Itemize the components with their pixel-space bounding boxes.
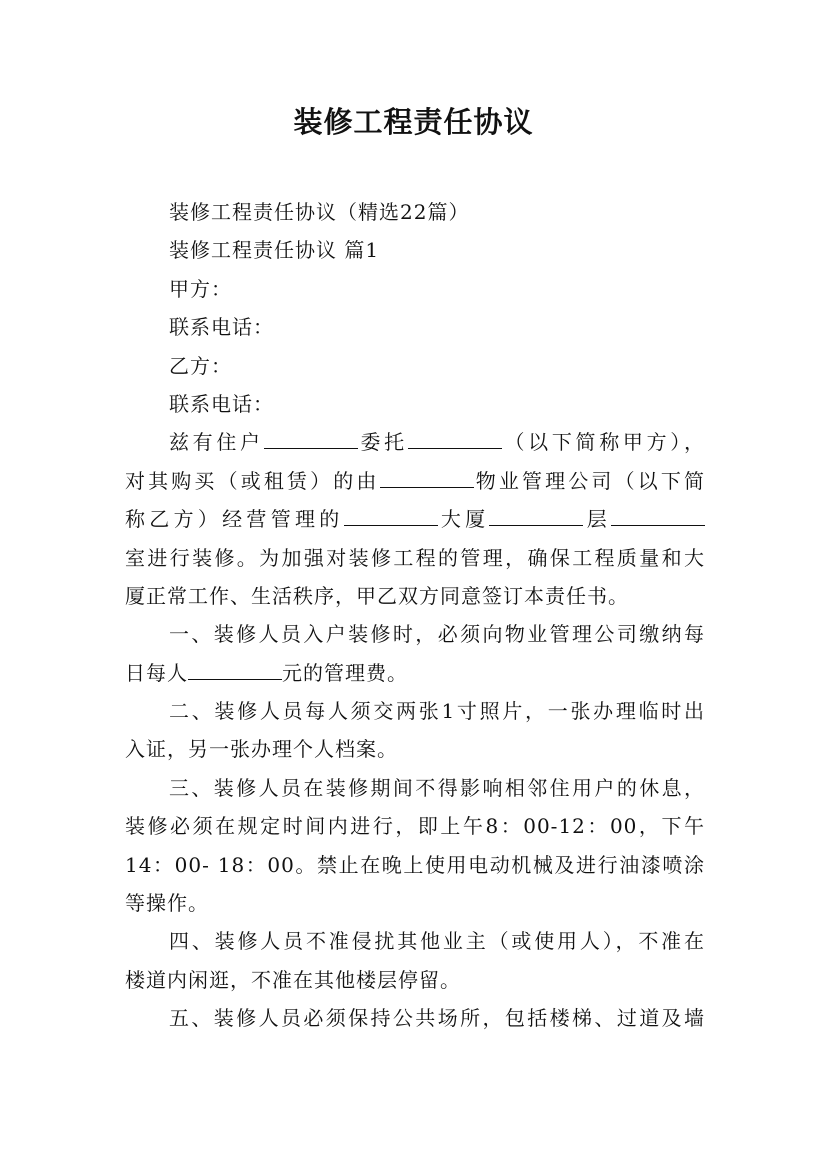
clause-3-line-4: 等操作。 [125, 891, 209, 916]
fill-blank [380, 465, 474, 488]
fill-blank [489, 503, 583, 526]
intro-line-1 [125, 423, 705, 461]
clause-1-line-2 [125, 654, 705, 692]
fill-blank [408, 426, 502, 449]
fill-blank [611, 503, 705, 526]
text-segment: 对其购买（或租赁）的由 [125, 468, 380, 493]
party-a-phone-label: 联系电话： [169, 315, 274, 340]
intro-line-5: 厦正常工作、生活秩序，甲乙双方同意签订本责任书。 [125, 583, 629, 608]
intro-line-2 [125, 462, 705, 500]
text-segment: 委托 [357, 430, 408, 455]
section-heading: 装修工程责任协议 篇1 [169, 238, 380, 263]
clause-2-line-2: 入证，另一张办理个人档案。 [125, 737, 398, 762]
text-segment: 层 [583, 507, 612, 532]
fill-blank [344, 503, 438, 526]
text-segment: 大厦 [437, 507, 490, 532]
text-segment: （以下简称甲方）， [501, 430, 705, 455]
party-b-phone-label: 联系电话： [169, 391, 274, 416]
document-body [125, 193, 705, 1038]
text-segment: 日每人 [125, 660, 188, 685]
party-b-label: 乙方： [169, 353, 232, 378]
intro-line-3 [125, 500, 705, 538]
clause-4-line-1: 四、装修人员不准侵扰其他业主（或使用人），不准在 [169, 929, 705, 954]
clause-1-line-1: 一、装修人员入户装修时，必须向物业管理公司缴纳每 [169, 622, 705, 647]
clause-3-line-1: 三、装修人员在装修期间不得影响相邻住用户的休息， [169, 775, 705, 800]
fill-blank [264, 426, 358, 449]
party-a-label: 甲方： [169, 276, 232, 301]
clause-2-line-1: 二、装修人员每人须交两张1寸照片，一张办理临时出 [169, 699, 705, 724]
clause-5-line-1: 五、装修人员必须保持公共场所，包括楼梯、过道及墙 [169, 1006, 705, 1031]
clause-3-line-2: 装修必须在规定时间内进行，即上午8：00-12：00，下午 [125, 814, 705, 839]
intro-line-4: 室进行装修。为加强对装修工程的管理，确保工程质量和大 [125, 545, 705, 570]
clause-4-line-2: 楼道内闲逛，不准在其他楼层停留。 [125, 967, 461, 992]
text-segment: 物业管理公司（以下简 [473, 468, 706, 493]
text-segment: 元的管理费。 [282, 660, 408, 685]
fill-blank [188, 657, 282, 680]
subtitle-line: 装修工程责任协议（精选22篇） [169, 200, 470, 224]
document-title: 装修工程责任协议 [293, 105, 534, 139]
clause-3-line-3: 14：00- 18：00。禁止在晚上使用电动机械及进行油漆喷涂 [125, 852, 705, 877]
text-segment: 称乙方）经营管理的 [125, 507, 344, 532]
text-segment: 兹有住户 [169, 430, 264, 455]
